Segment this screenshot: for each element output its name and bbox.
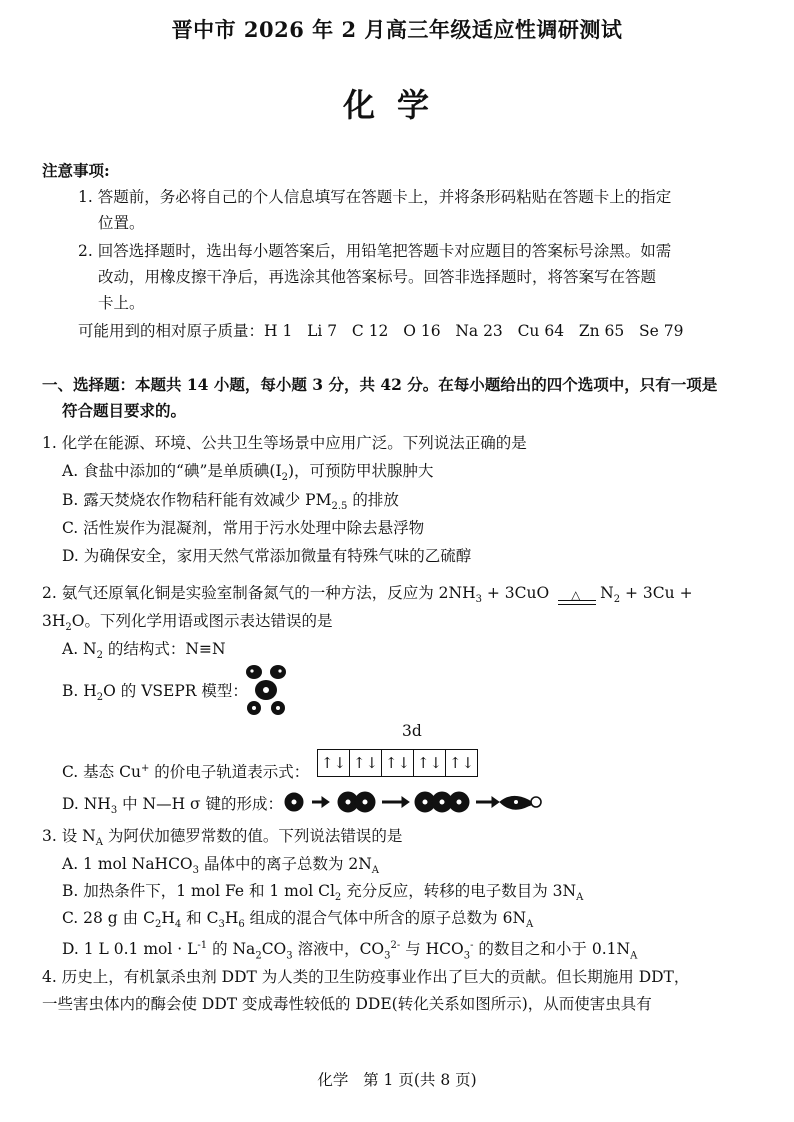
q2-stem-cont: $3H_2O$。下列化学用语或图示表达错误的是 (42, 612, 333, 634)
sigma-bond-formation-figure (282, 788, 548, 816)
q3-option-c: C. 28 g 由 $C_2H_4$ 和 $C_3H_6$ 组成的混合气体中所含的原子总数为 $6N_A$ (62, 909, 534, 931)
orbital-box: ↑↓ (318, 750, 350, 776)
q2-stem: 2. 氨气还原氧化铜是实验室制备氮气的一种方法，反应为 $2NH_3 + 3CuO$ △ $N_2 + 3Cu$ + (42, 582, 693, 611)
notice-item-1: 1. 答题前，务必将自己的个人信息填写在答题卡上，并将条形码粘贴在答题卡上的指定 (78, 188, 672, 206)
vsepr-model-figure (240, 662, 292, 718)
q1-option-d: D. 为确保安全，家用天然气常添加微量有特殊气味的乙硫醇 (62, 547, 472, 565)
notice-item-1-cont: 位置。 (98, 214, 145, 232)
orbital-box: ↑↓ (382, 750, 414, 776)
q3-option-d: D. 1 L 0.1 mol · $L^{-1}$ 的 $Na_2CO_3$ 溶液中，$CO_3^{2-}$ 与 $HCO_3^-$ 的数目之和小于 $0.1N_A$ (62, 940, 638, 962)
q3-stem: 3. 设 $N_A$ 为阿伏加德罗常数的值。下列说法错误的是 (42, 827, 403, 849)
q2-option-b: B. $H_2O$ 的 VSEPR 模型： (62, 682, 248, 704)
q2-option-d: D. $NH_3$ 中 N—H σ 键的形成： (62, 795, 284, 817)
q3-option-b: B. 加热条件下，1 mol Fe 和 1 mol $Cl_2$ 充分反应，转移的电子数目为 $3N_A$ (62, 882, 584, 904)
orbital-box: ↑↓ (350, 750, 382, 776)
q1-option-a: A. 食盐中添加的“碘”是单质碘$(I_2)$，可预防甲状腺肿大 (62, 462, 434, 484)
q2-option-a: A. $N_2$ 的结构式：N≡N (62, 640, 226, 662)
q1-option-b: B. 露天焚烧农作物秸秆能有效减少 $PM_{2.5}$ 的排放 (62, 491, 399, 513)
orbital-box: ↑↓ (448, 754, 475, 772)
q4-stem: 4. 历史上，有机氯杀虫剂 DDT 为人类的卫生防疫事业作出了巨大的贡献。但长期施用 DDT， (42, 968, 690, 986)
atomic-masses: 可能用到的相对原子质量：H 1 Li 7 C 12 O 16 Na 23 Cu 64 Zn 65 Se 79 (78, 322, 684, 340)
notice-item-2-cont2: 卡上。 (98, 294, 145, 312)
section-heading-cont: 符合题目要求的。 (62, 401, 187, 420)
notice-heading: 注意事项: (42, 161, 110, 180)
exam-title: 晋中市 2026 年 2 月高三年级适应性调研测试 (171, 17, 623, 42)
heating-equals-sign: △ (554, 589, 600, 611)
notice-item-2-cont: 改动，用橡皮擦干净后，再选涂其他答案标号。回答非选择题时，将答案写在答题 (98, 268, 657, 286)
q2-option-c: C. 基态 Cu+ 的价电子轨道表示式： (62, 763, 310, 782)
notice-item-2: 2. 回答选择题时，选出每小题答案后，用铅笔把答题卡对应题目的答案标号涂黑。如需 (78, 242, 672, 260)
q3-option-a: A. 1 mol NaHCO$_3$ 晶体中的离子总数为 $2N_A$ (62, 855, 380, 877)
page-footer: 化学 第 1 页(共 8 页) (317, 1071, 477, 1089)
q4-stem-cont: 一些害虫体内的酶会使 DDT 变成毒性较低的 DDE(转化关系如图所示)，从而使害虫具有 (42, 995, 652, 1013)
subject-title: 化学 (342, 86, 451, 124)
section-heading: 一、选择题：本题共 14 小题，每小题 3 分，共 42 分。在每小题给出的四个选项中，只有一项是 (42, 375, 718, 394)
orbital-box: ↑↓ (414, 750, 446, 776)
orbital-diagram (317, 749, 478, 777)
q1-option-c: C. 活性炭作为混凝剂，常用于污水处理中除去悬浮物 (62, 519, 425, 537)
orbital-label: 3d (402, 722, 422, 740)
q1-stem: 1. 化学在能源、环境、公共卫生等场景中应用广泛。下列说法正确的是 (42, 434, 527, 452)
